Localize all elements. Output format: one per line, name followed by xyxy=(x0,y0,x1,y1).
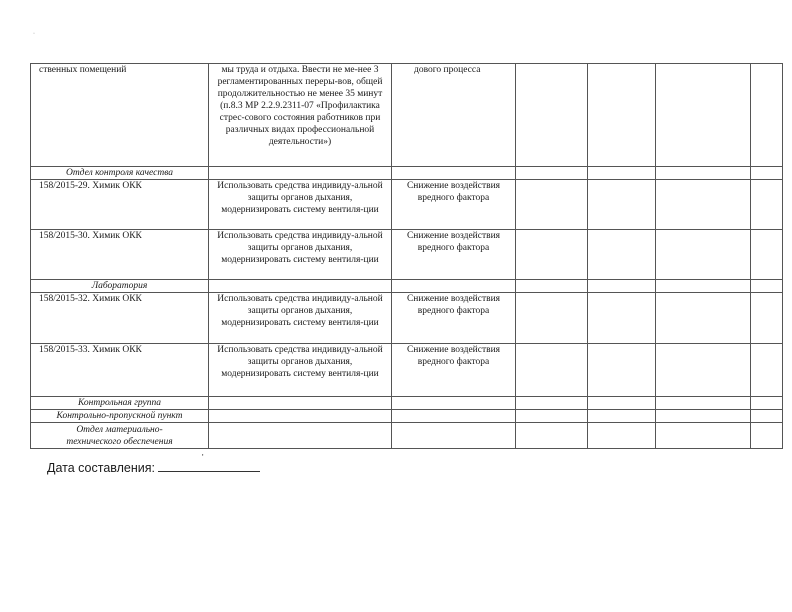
section-row xyxy=(31,397,783,410)
date-compiled xyxy=(47,453,260,475)
date-blank-line xyxy=(158,453,260,472)
row-5-workplace: 158/2015-32. Химик ОКК xyxy=(31,293,209,344)
row-3-measure: Использовать средства индивиду-альной защиты органов дыхания, модернизировать систему вентиля-ции xyxy=(209,230,392,280)
table-row xyxy=(31,344,783,397)
row-6-purpose: Снижение воздействия вредного фактора xyxy=(392,344,516,397)
row-0-cell xyxy=(516,64,588,167)
measures-table xyxy=(30,63,783,449)
table-row xyxy=(31,64,783,167)
table-row xyxy=(31,230,783,280)
row-0-cell xyxy=(656,64,751,167)
section-label: Отдел материально-технического обеспечения xyxy=(31,423,209,449)
section-label: Лаборатория xyxy=(31,280,209,293)
row-0-cell xyxy=(588,64,656,167)
row-2-workplace: 158/2015-29. Химик ОКК xyxy=(31,180,209,230)
row-3-purpose: Снижение воздействия вредного фактора xyxy=(392,230,516,280)
section-row xyxy=(31,167,783,180)
row-0-purpose: дового процесса xyxy=(392,64,516,167)
row-5-purpose: Снижение воздействия вредного фактора xyxy=(392,293,516,344)
row-6-workplace: 158/2015-33. Химик ОКК xyxy=(31,344,209,397)
date-mark: ' xyxy=(202,453,204,462)
date-label: Дата составления: xyxy=(47,461,156,475)
row-5-measure: Использовать средства индивиду-альной защиты органов дыхания, модернизировать систему вентиля-ции xyxy=(209,293,392,344)
row-0-workplace: ственных помещений xyxy=(31,64,209,167)
section-row xyxy=(31,423,783,449)
row-2-purpose: Снижение воздействия вредного фактора xyxy=(392,180,516,230)
section-label: Контрольно-пропускной пункт xyxy=(31,410,209,423)
section-row xyxy=(31,280,783,293)
row-0-measure: мы труда и отдыха. Ввести не ме-нее 3 регламентированных переры-вов, общей продолжительностью не менее 35 минут (п.8.3 МР 2.2.9.2311-07 «Профилактика стрес-сового состояния работников при различных видах профессиональной деятельности») xyxy=(209,64,392,167)
row-6-measure: Использовать средства индивиду-альной защиты органов дыхания, модернизировать систему вентиля-ции xyxy=(209,344,392,397)
section-label: Контрольная группа xyxy=(31,397,209,410)
row-0-cell xyxy=(751,64,783,167)
row-2-measure: Использовать средства индивиду-альной защиты органов дыхания, модернизировать систему вентиля-ции xyxy=(209,180,392,230)
section-label: Отдел контроля качества xyxy=(31,167,209,180)
table-row xyxy=(31,180,783,230)
table-row xyxy=(31,293,783,344)
section-row xyxy=(31,410,783,423)
row-3-workplace: 158/2015-30. Химик ОКК xyxy=(31,230,209,280)
page-mark: · xyxy=(33,31,35,37)
